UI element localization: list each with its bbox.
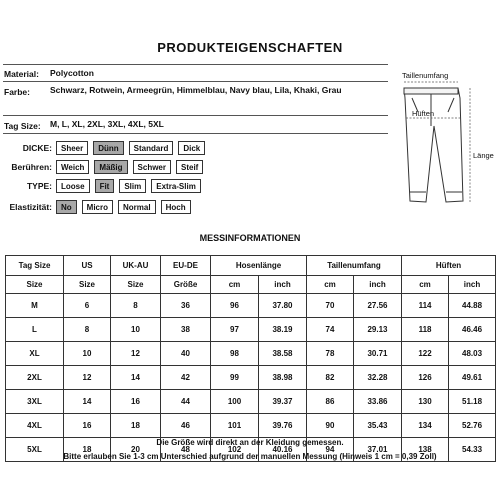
table-cell: 46 (161, 414, 211, 438)
table-cell: 36 (161, 294, 211, 318)
table-cell: 37.80 (259, 294, 307, 318)
option-row-elastizitaet (0, 198, 196, 216)
material-label: Material: (4, 69, 39, 79)
table-cell: 16 (64, 414, 111, 438)
table-cell: 39.37 (259, 390, 307, 414)
table-cell: 52.76 (449, 414, 496, 438)
page-title: PRODUKTEIGENSCHAFTEN (157, 40, 343, 55)
table-cell: 78 (307, 342, 354, 366)
table-cell: 38.98 (259, 366, 307, 390)
chip: Standard (129, 141, 174, 155)
option-row-beruehren (0, 158, 208, 176)
table-row (6, 390, 496, 414)
table-cell: 48 (161, 438, 211, 462)
table-cell: 100 (211, 390, 259, 414)
material-value: Polycotton (50, 68, 94, 78)
table-row (6, 294, 496, 318)
chip: Normal (118, 200, 156, 214)
table-cell: 48.03 (449, 342, 496, 366)
chip: Dick (178, 141, 205, 155)
table-cell: 14 (64, 390, 111, 414)
table-cell: 90 (307, 414, 354, 438)
table-cell: 30.71 (354, 342, 402, 366)
option-label: Elastizität: (9, 202, 52, 212)
tag-size-label: Tag Size: (4, 121, 41, 131)
chip: Steif (176, 160, 203, 174)
subheader-cell: cm (307, 276, 354, 294)
table-cell: 16 (111, 390, 161, 414)
table-cell: 14 (111, 366, 161, 390)
table-cell: 40 (161, 342, 211, 366)
option-label: DICKE: (22, 143, 52, 153)
header-cell: US (64, 256, 111, 276)
table-cell: 114 (402, 294, 449, 318)
table-cell: 118 (402, 318, 449, 342)
footer-note: Die Größe wird direkt an der Kleidung gemessen. (156, 438, 344, 447)
table-cell: 49.61 (449, 366, 496, 390)
table-cell: XL (6, 342, 64, 366)
table-cell: 10 (111, 318, 161, 342)
table-cell: 40.16 (259, 438, 307, 462)
chip-selected: Mäßig (94, 160, 127, 174)
table-cell: 70 (307, 294, 354, 318)
option-label: Berühren: (11, 162, 52, 172)
chip: Hoch (161, 200, 191, 214)
table-cell: 6 (64, 294, 111, 318)
table-cell: 122 (402, 342, 449, 366)
option-row-type (0, 177, 206, 195)
header-cell: Taillenumfang (307, 256, 402, 276)
table-cell: 33.86 (354, 390, 402, 414)
table-cell: 101 (211, 414, 259, 438)
chip: Extra-Slim (151, 179, 201, 193)
table-cell: 38.19 (259, 318, 307, 342)
subheader-cell: Size (64, 276, 111, 294)
table-cell: M (6, 294, 64, 318)
table-cell: 86 (307, 390, 354, 414)
table-cell: 35.43 (354, 414, 402, 438)
pants-diagram (388, 66, 500, 216)
table-cell: 138 (402, 438, 449, 462)
table-cell: 8 (64, 318, 111, 342)
table-cell: 4XL (6, 414, 64, 438)
table-cell: 51.18 (449, 390, 496, 414)
table-cell: 38 (161, 318, 211, 342)
hip-label: Hüften (412, 109, 435, 118)
table-cell: 27.56 (354, 294, 402, 318)
header-cell: Hüften (402, 256, 496, 276)
table-cell: 10 (64, 342, 111, 366)
table-cell: 29.13 (354, 318, 402, 342)
option-label: TYPE: (26, 181, 52, 191)
subheader-cell: cm (211, 276, 259, 294)
table-cell: 12 (111, 342, 161, 366)
table-cell: 32.28 (354, 366, 402, 390)
table-subheader-row (6, 276, 496, 294)
table-header-row (6, 256, 496, 276)
table-cell: 102 (211, 438, 259, 462)
tag-size-value: M, L, XL, 2XL, 3XL, 4XL, 5XL (50, 119, 164, 129)
table-cell: 3XL (6, 390, 64, 414)
header-cell: Hosenlänge (211, 256, 307, 276)
table-cell: 38.58 (259, 342, 307, 366)
subheader-cell: inch (354, 276, 402, 294)
table-cell: 44.88 (449, 294, 496, 318)
size-table (5, 255, 496, 462)
header-cell: UK-AU (111, 256, 161, 276)
measure-title: MESSINFORMATIONEN (199, 233, 301, 243)
chip-selected: Dünn (93, 141, 123, 155)
table-cell: 39.76 (259, 414, 307, 438)
subheader-cell: Size (111, 276, 161, 294)
table-cell: 82 (307, 366, 354, 390)
table-cell: 134 (402, 414, 449, 438)
table-cell: 98 (211, 342, 259, 366)
table-cell: 12 (64, 366, 111, 390)
table-row (6, 366, 496, 390)
farbe-value: Schwarz, Rotwein, Armeegrün, Himmelblau, Navy blau, Lila, Khaki, Grau (50, 85, 342, 95)
divider (3, 133, 388, 134)
subheader-cell: Size (6, 276, 64, 294)
subheader-cell: inch (259, 276, 307, 294)
table-row (6, 414, 496, 438)
table-cell: 18 (111, 414, 161, 438)
table-row (6, 342, 496, 366)
farbe-label: Farbe: (4, 87, 30, 97)
table-cell: 97 (211, 318, 259, 342)
chip: Weich (56, 160, 89, 174)
chip: Sheer (56, 141, 88, 155)
table-cell: 96 (211, 294, 259, 318)
length-label: Länge (473, 151, 494, 160)
chip: Micro (82, 200, 113, 214)
table-cell: 42 (161, 366, 211, 390)
table-cell: 18 (64, 438, 111, 462)
chip-selected: No (56, 200, 77, 214)
chip-selected: Fit (95, 179, 115, 193)
table-cell: 94 (307, 438, 354, 462)
table-cell: 74 (307, 318, 354, 342)
subheader-cell: inch (449, 276, 496, 294)
subheader-cell: Größe (161, 276, 211, 294)
table-cell: 130 (402, 390, 449, 414)
chip: Schwer (133, 160, 171, 174)
option-row-dicke (0, 139, 210, 157)
table-cell: 8 (111, 294, 161, 318)
table-cell: L (6, 318, 64, 342)
table-cell: 5XL (6, 438, 64, 462)
table-cell: 37.01 (354, 438, 402, 462)
table-cell: 44 (161, 390, 211, 414)
footer-note: Bitte erlauben Sie 1-3 cm Unterschied aufgrund der manuellen Messung (Hinweis 1 cm = 0,39 Zoll) (63, 452, 437, 461)
table-cell: 20 (111, 438, 161, 462)
table-cell: 46.46 (449, 318, 496, 342)
header-cell: Tag Size (6, 256, 64, 276)
subheader-cell: cm (402, 276, 449, 294)
table-cell: 126 (402, 366, 449, 390)
table-body (6, 294, 496, 462)
table-cell: 99 (211, 366, 259, 390)
chip: Slim (119, 179, 146, 193)
waist-label: Taillenumfang (402, 71, 449, 80)
table-cell: 54.33 (449, 438, 496, 462)
table-row (6, 318, 496, 342)
table-cell: 2XL (6, 366, 64, 390)
header-cell: EU-DE (161, 256, 211, 276)
chip: Loose (56, 179, 90, 193)
